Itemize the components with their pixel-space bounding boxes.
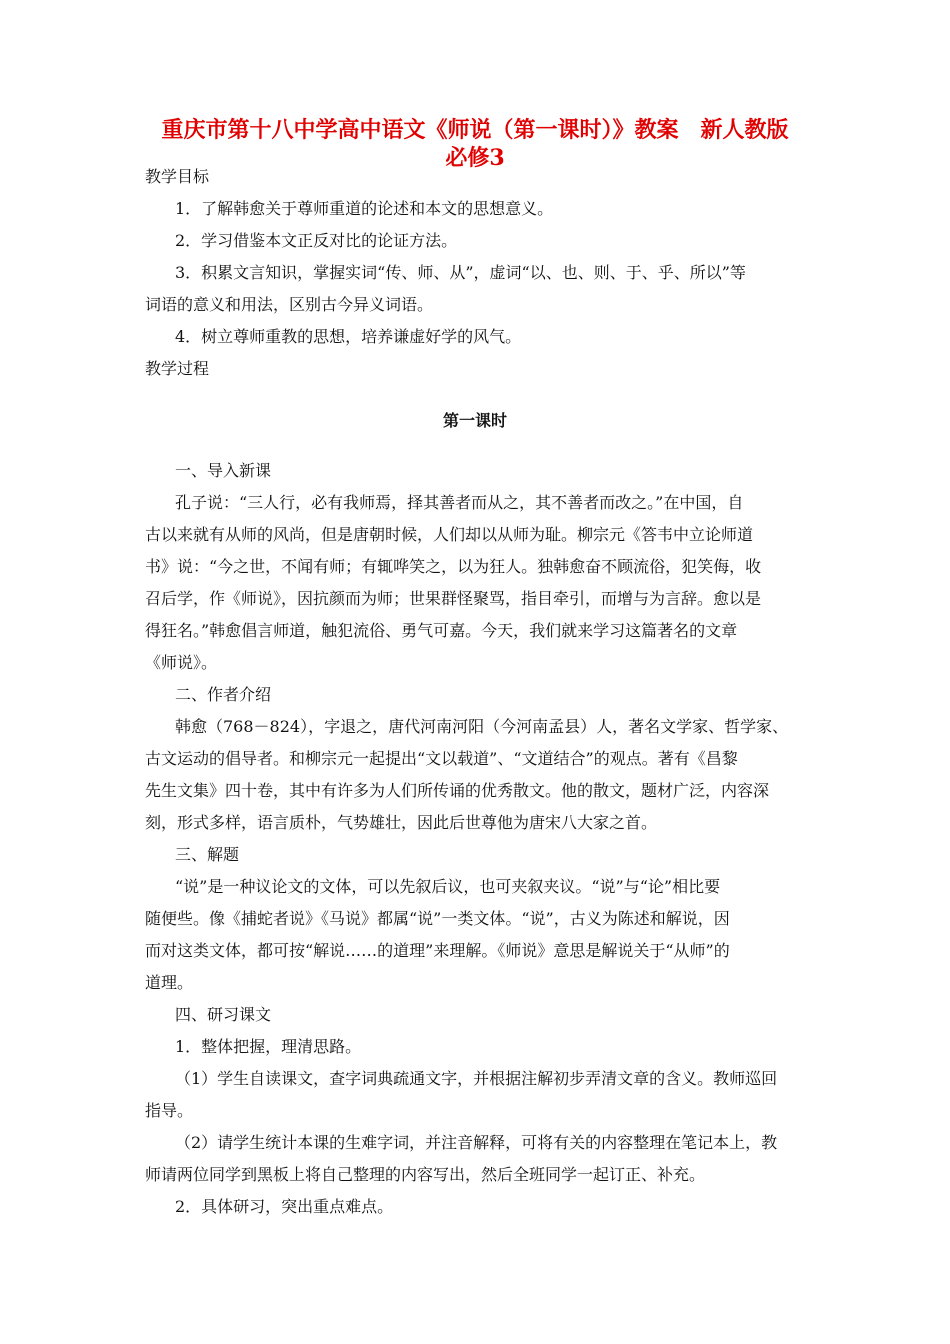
section4-sub1-line: 指导。	[145, 1101, 194, 1120]
objective-item-continued: 词语的意义和用法，区别古今异义词语。	[145, 295, 434, 314]
section1-line: 得狂名。”韩愈倡言师道，触犯流俗、勇气可嘉。今天，我们就来学习这篇著名的文章	[145, 621, 738, 640]
lesson-heading: 第一课时	[442, 411, 507, 430]
section2-heading: 二、作者介绍	[175, 685, 272, 704]
section4-item1: 1．整体把握，理清思路。	[175, 1037, 362, 1056]
process-heading: 教学过程	[145, 359, 210, 378]
section4-sub1-line: （1）学生自读课文，查字词典疏通文字，并根据注解初步弄清文章的含义。教师巡回	[175, 1069, 778, 1088]
section4-sub2-line: 师请两位同学到黑板上将自己整理的内容写出，然后全班同学一起订正、补充。	[145, 1165, 706, 1184]
section4-sub2-line: （2）请学生统计本课的生难字词，并注音解释，可将有关的内容整理在笔记本上，教	[175, 1133, 778, 1152]
document-title-line2: 必修3	[445, 145, 505, 171]
objective-item: 2．学习借鉴本文正反对比的论证方法。	[175, 231, 458, 250]
section4-item2: 2．具体研习，突出重点难点。	[175, 1197, 394, 1216]
objective-item: 3．积累文言知识，掌握实词“传、师、从”，虚词“以、也、则、于、乎、所以”等	[175, 263, 746, 282]
section3-line: 道理。	[145, 973, 194, 992]
section1-heading: 一、导入新课	[175, 461, 272, 480]
section2-line: 韩愈（768－824），字退之，唐代河南河阳（今河南孟县）人，著名文学家、哲学家、	[175, 717, 789, 736]
section3-line: 而对这类文体，都可按“解说……的道理”来理解。《师说》意思是解说关于“从师”的	[145, 941, 730, 960]
section1-line: 孔子说：“三人行，必有我师焉，择其善者而从之，其不善者而改之。”在中国，自	[175, 493, 744, 512]
document-title-line1: 重庆市第十八中学高中语文《师说（第一课时）》教案 新人教版	[161, 117, 789, 143]
objective-item: 1．了解韩愈关于尊师重道的论述和本文的思想意义。	[175, 199, 554, 218]
section1-line: 书》说：“今之世，不闻有师；有辄哗笑之，以为狂人。独韩愈奋不顾流俗，犯笑侮，收	[145, 557, 762, 576]
objectives-heading: 教学目标	[145, 167, 210, 186]
section1-line: 《师说》。	[145, 653, 218, 672]
section1-line: 古以来就有从师的风尚，但是唐朝时候，人们却以从师为耻。柳宗元《答韦中立论师道	[145, 525, 754, 544]
objective-item: 4．树立尊师重教的思想，培养谦虚好学的风气。	[175, 327, 522, 346]
section2-line: 刻，形式多样，语言质朴，气势雄壮，因此后世尊他为唐宋八大家之首。	[145, 813, 658, 832]
section3-heading: 三、解题	[175, 845, 240, 864]
section2-line: 古文运动的倡导者。和柳宗元一起提出“文以载道”、“文道结合”的观点。著有《昌黎	[145, 749, 738, 768]
section4-heading: 四、研习课文	[175, 1005, 272, 1024]
section1-line: 召后学，作《师说》，因抗颜而为师；世果群怪聚骂，指目牵引，而增与为言辞。愈以是	[145, 589, 762, 608]
section3-line: “说”是一种议论文的文体，可以先叙后议，也可夹叙夹议。“说”与“论”相比要	[175, 877, 721, 896]
section2-line: 先生文集》四十卷，其中有许多为人们所传诵的优秀散文。他的散文，题材广泛，内容深	[145, 781, 770, 800]
section3-line: 随便些。像《捕蛇者说》《马说》都属“说”一类文体。“说”，古义为陈述和解说，因	[145, 909, 730, 928]
